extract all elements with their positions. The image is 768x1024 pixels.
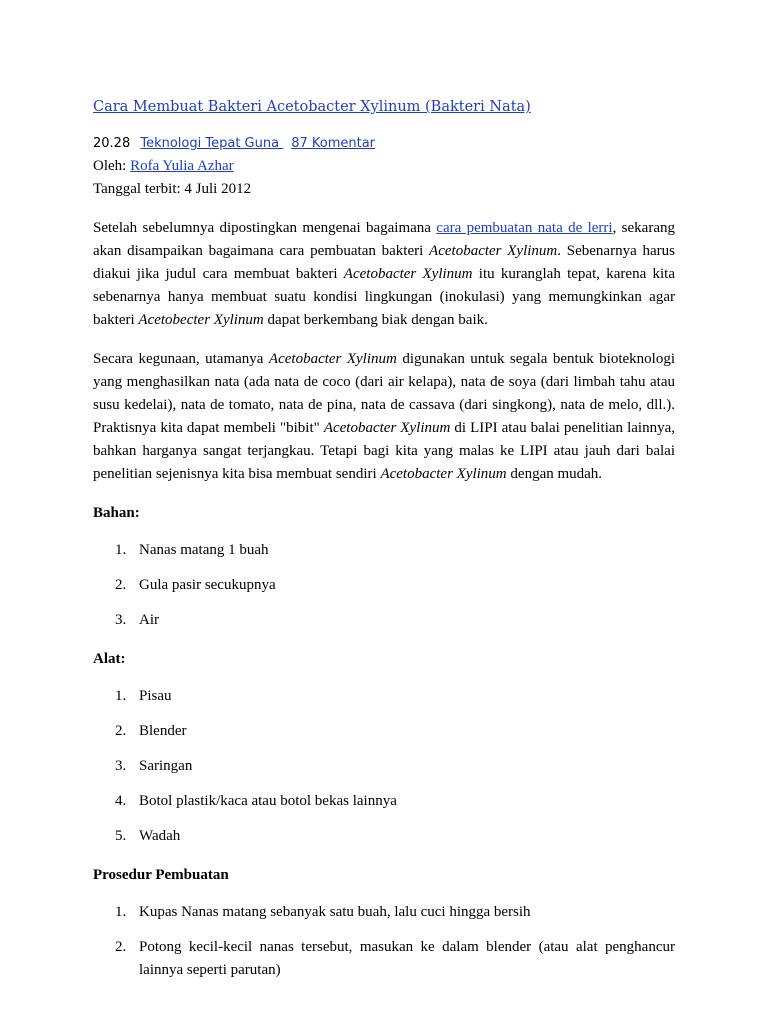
comments-link[interactable]: 87 Komentar — [291, 136, 376, 151]
list-number: 1. — [115, 688, 127, 704]
list-item — [93, 609, 675, 632]
byline-prefix: Oleh: — [93, 158, 131, 174]
para2-text-2: digunakan untuk segala bentuk bioteknologi yang menghasilkan nata (ada nata de coco (dari air kelapa), nata de soya (dari limbah tahu atau susu kedelai), nata de tomato, nata de pina, nata de cassava (dari singkong), nata de melo, dll.). Praktisnya kita dapat membeli "bibit" — [93, 351, 676, 436]
alat-list — [93, 685, 675, 848]
publish-date: Tanggal terbit: 4 Juli 2012 — [93, 181, 252, 197]
list-item — [93, 755, 675, 778]
prosedur-heading: Prosedur Pembuatan — [93, 867, 229, 883]
category-link[interactable]: Teknologi Tepat Guna — [140, 136, 284, 151]
para1-text-1: Setelah sebelumnya dipostingkan mengenai bagaimana — [93, 220, 437, 236]
list-item — [93, 936, 675, 982]
para2-text-1: Secara kegunaan, utamanya — [93, 351, 269, 367]
para1-text-3: . Sebenarnya harus diakui jika judul cara membuat bakteri — [93, 243, 675, 282]
list-number: 1. — [115, 542, 127, 558]
para2-italic-3: Acetobacter Xylinum — [380, 466, 507, 482]
usage-paragraph — [93, 348, 675, 486]
para1-text-4: itu kuranglah tepat, karena kita sebenarnya hanya membuat suatu kondisi lingkungan (inokulasi) yang memungkinkan agar bakteri — [93, 266, 675, 328]
list-number: 2. — [115, 939, 127, 955]
nata-de-lerri-link[interactable]: cara pembuatan nata de lerri — [436, 220, 613, 236]
para1-italic-1: Acetobacter Xylinum — [429, 243, 558, 259]
bahan-heading: Bahan: — [93, 505, 140, 521]
post-meta — [93, 133, 675, 155]
para2-italic-1: Acetobacter Xylinum — [268, 351, 397, 367]
list-text: Botol plastik/kaca atau botol bekas lainnya — [139, 793, 397, 809]
list-text: Air — [139, 612, 159, 628]
alat-heading: Alat: — [93, 651, 126, 667]
list-text: Wadah — [139, 828, 181, 844]
post-title-link[interactable]: Cara Membuat Bakteri Acetobacter Xylinum (Bakteri Nata) — [93, 99, 531, 115]
post-time: 20.28 — [93, 136, 131, 151]
list-number: 1. — [115, 904, 127, 920]
bahan-list — [93, 539, 675, 632]
list-text: Gula pasir secukupnya — [139, 577, 276, 593]
para2-text-3: di LIPI atau balai penelitian lainnya, bahkan harganya sangat terjangkau. Tetapi bagi kita yang malas ke LIPI atau jauh dari balai penelitian sejenisnya kita bisa membuat sendiri — [93, 420, 675, 482]
prosedur-list — [93, 901, 675, 982]
list-number: 2. — [115, 577, 127, 593]
para1-italic-3: Acetobecter Xylinum — [138, 312, 264, 328]
list-item — [93, 901, 675, 924]
list-text: Saringan — [139, 758, 193, 774]
list-number: 3. — [115, 758, 127, 774]
list-number: 3. — [115, 612, 127, 628]
byline — [93, 155, 675, 178]
intro-paragraph — [93, 217, 675, 332]
list-text: Pisau — [139, 688, 172, 704]
list-number: 4. — [115, 793, 127, 809]
list-text: Blender — [139, 723, 187, 739]
para1-text-2: , sekarang akan disampaikan bagaimana cara pembuatan bakteri — [93, 220, 675, 259]
document-page — [93, 96, 675, 982]
para1-text-5: dapat berkembang biak dengan baik. — [263, 312, 488, 328]
para1-italic-2: Acetobacter Xylinum — [343, 266, 473, 282]
author-link[interactable]: Rofa Yulia Azhar — [130, 158, 234, 174]
list-item — [93, 790, 675, 813]
list-item — [93, 574, 675, 597]
list-item — [93, 825, 675, 848]
para2-italic-2: Acetobacter Xylinum — [323, 420, 451, 436]
list-item — [93, 685, 675, 708]
para2-text-4: dengan mudah. — [506, 466, 603, 482]
list-number: 2. — [115, 723, 127, 739]
list-item — [93, 539, 675, 562]
list-text: Nanas matang 1 buah — [139, 542, 269, 558]
list-number: 5. — [115, 828, 127, 844]
list-item — [93, 720, 675, 743]
list-text: Kupas Nanas matang sebanyak satu buah, lalu cuci hingga bersih — [139, 904, 531, 920]
list-text: Potong kecil-kecil nanas tersebut, masukan ke dalam blender (atau alat penghancur lainnya seperti parutan) — [139, 939, 675, 978]
